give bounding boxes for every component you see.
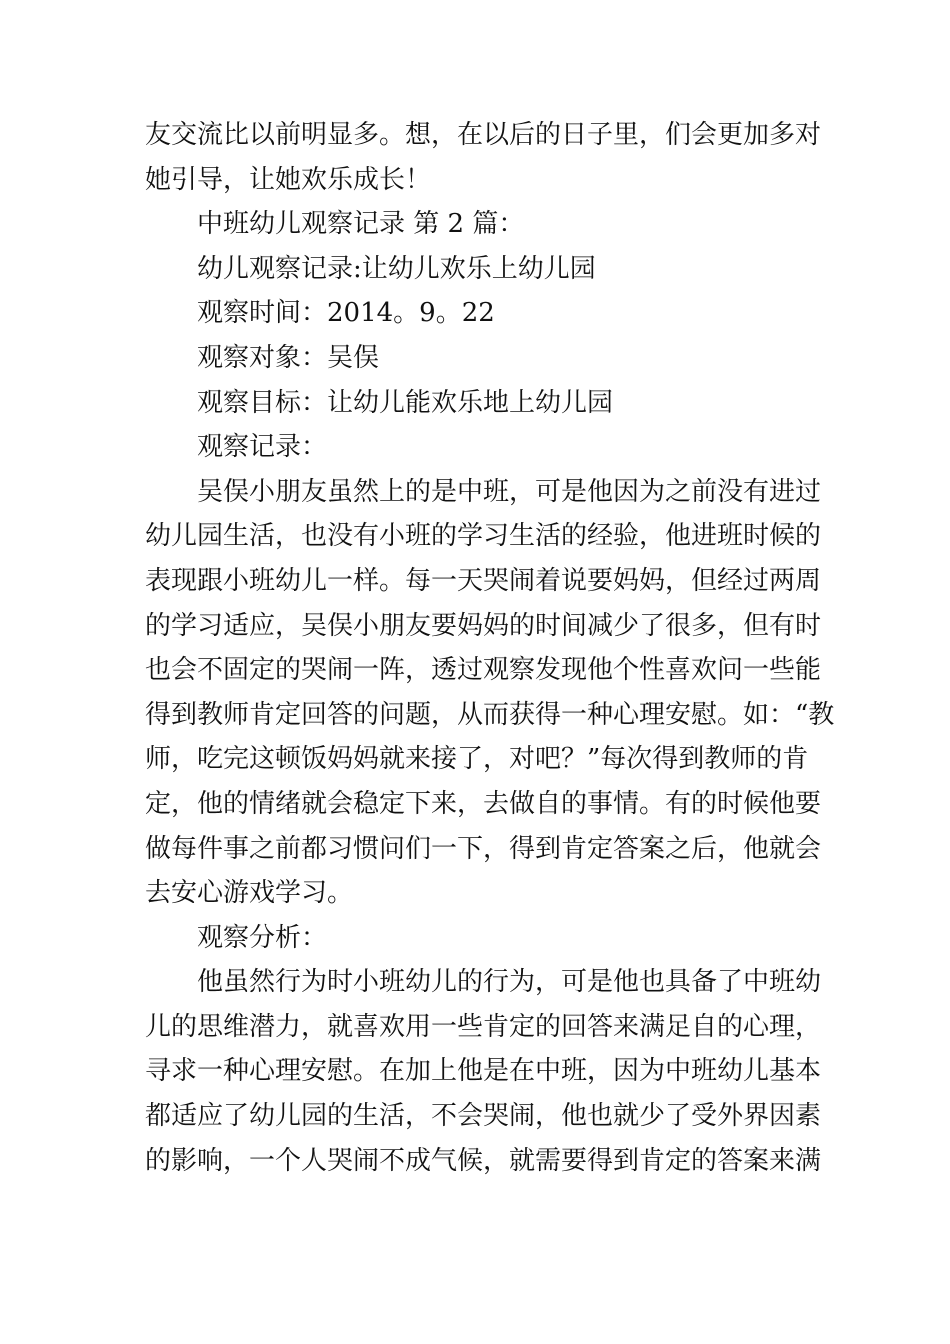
paragraph-line: 的影响，一个人哭闹不成气候，就需要得到肯定的答案来满	[145, 1145, 822, 1176]
analysis-paragraph	[145, 960, 822, 1183]
paragraph-line: 吴俣小朋友虽然上的是中班，可是他因为之前没有进过	[197, 476, 822, 507]
paragraph-line: 定，他的情绪就会稳定下来，去做自的事情。有的时候他要	[145, 788, 822, 819]
paragraph-line: 做每件事之前都习惯问们一下，得到肯定答案之后，他就会	[145, 833, 822, 864]
paragraph-line: 也会不固定的哭闹一阵，透过观察发现他个性喜欢问一些能	[145, 655, 822, 686]
paragraph-line: 他虽然行为时小班幼儿的行为，可是他也具备了中班幼	[197, 967, 822, 998]
paragraph-line: 她引导，让她欢乐成长！	[145, 164, 432, 195]
paragraph-line: 幼儿园生活，也没有小班的学习生活的经验，他进班时候的	[145, 521, 822, 552]
paragraph-line: 师，吃完这顿饭妈妈就来接了，对吧？”每次得到教师的肯	[145, 744, 809, 775]
paragraph-line: 都适应了幼儿园的生活，不会哭闹，他也就少了受外界因素	[145, 1101, 822, 1132]
observation-time: 观察时间：2014。9。22	[197, 298, 495, 329]
paragraph-line: 表现跟小班幼儿一样。每一天哭闹着说要妈妈，但经过两周	[145, 565, 822, 596]
record-label: 观察记录：	[197, 432, 328, 463]
record-title: 幼儿观察记录:让幼儿欢乐上幼儿园	[197, 253, 596, 284]
paragraph-line: 儿的思维潜力，就喜欢用一些肯定的回答来满足自的心理，	[145, 1011, 822, 1042]
observation-goal: 观察目标：让幼儿能欢乐地上幼儿园	[197, 387, 614, 418]
article-heading: 中班幼儿观察记录 第 2 篇：	[197, 209, 525, 240]
continuation-paragraph	[145, 113, 822, 202]
document-body	[145, 113, 835, 1183]
analysis-label: 观察分析：	[197, 922, 328, 953]
paragraph-line: 去安心游戏学习。	[145, 878, 354, 909]
record-paragraph	[145, 470, 835, 916]
paragraph-line: 得到教师肯定回答的问题，从而获得一种心理安慰。如：“教	[145, 699, 835, 730]
paragraph-line: 寻求一种心理安慰。在加上他是在中班，因为中班幼儿基本	[145, 1056, 822, 1087]
paragraph-line: 的学习适应，吴俣小朋友要妈妈的时间减少了很多，但有时	[145, 610, 822, 641]
paragraph-line: 友交流比以前明显多。想，在以后的日子里，们会更加多对	[145, 120, 822, 150]
observation-subject: 观察对象：吴俣	[197, 342, 380, 373]
